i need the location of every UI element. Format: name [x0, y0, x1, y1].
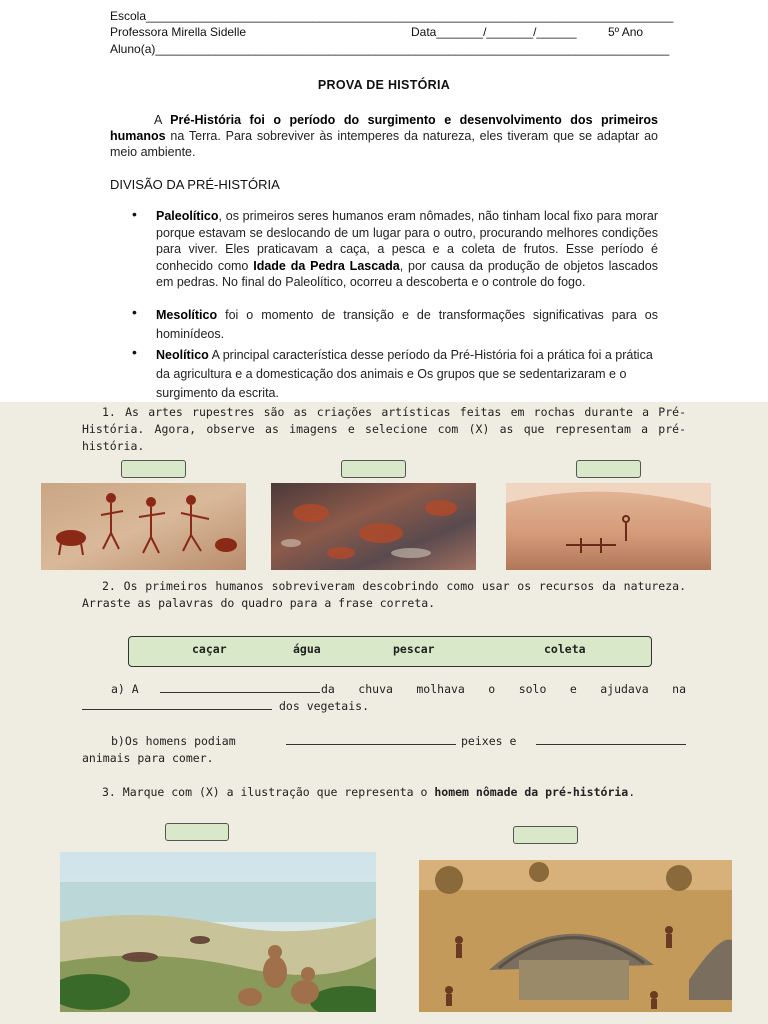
period-bold: Idade da Pedra Lascada	[253, 258, 400, 273]
period-name: Paleolítico	[156, 209, 219, 223]
grade-label: 5º Ano	[608, 25, 644, 39]
blank-b1[interactable]	[286, 744, 456, 745]
question-3	[82, 784, 686, 801]
word-coleta[interactable]: coleta	[544, 642, 586, 656]
question-1	[82, 404, 686, 455]
intro-rest: na Terra. Para sobreviver às intemperes da natureza, eles tiveram que se adaptar ao meio ambiente.	[110, 129, 658, 159]
answer-box-4[interactable]	[165, 823, 229, 841]
question-text: Marque com (X) a ilustração que representa o	[122, 785, 435, 799]
settlement-illustration-image[interactable]	[419, 860, 732, 1012]
item-b-middle: peixes e	[461, 734, 517, 748]
word-agua[interactable]: água	[293, 642, 321, 656]
question-text: Os primeiros humanos sobreviveram descobrindo como usar os recursos da natureza. Arraste as palavras do quadro para a frase correta.	[82, 579, 686, 610]
cave-painting-image-2[interactable]	[271, 483, 476, 570]
answer-box-5[interactable]	[513, 826, 578, 844]
section-title: DIVISÃO DA PRÉ-HISTÓRIA	[110, 177, 280, 192]
blank-b2[interactable]	[536, 744, 686, 745]
question-bold: homem nômade da pré-história	[434, 785, 629, 799]
bullet-dot: •	[132, 206, 137, 222]
intro-bold: Pré-História foi o período do surgimento e desenvolvimento dos primeiros humanos	[110, 113, 658, 143]
answer-box-2[interactable]	[341, 460, 406, 478]
question-2	[82, 578, 686, 612]
date-field[interactable]: Data_______/_______/______	[411, 25, 577, 39]
nomad-illustration-image[interactable]	[60, 852, 376, 1012]
period-text: A principal característica desse período da Pré-História foi a prática foi a prática da agricultura e a domesticação dos animais e Os grupos que se sedentarizaram e o surgimento da escrita.	[156, 348, 653, 400]
period-text-end: , por causa da produção de objetos lascados em pedras. No final do Paleolítico, ocorreu a descoberta e o controle do fogo.	[156, 258, 658, 289]
item-b-end: animais para comer.	[82, 751, 214, 765]
item-a-label: a) A	[111, 682, 139, 696]
period-paleolitico	[156, 208, 658, 291]
blank-a1[interactable]	[160, 692, 320, 693]
period-name: Neolítico	[156, 348, 209, 362]
intro-lead: A	[154, 113, 171, 127]
cave-painting-image-1[interactable]	[41, 483, 246, 570]
item-a-middle: da chuva molhava o solo e ajudava na	[321, 682, 686, 696]
period-text: foi o momento de transição e de transformações significativas para os hominídeos.	[156, 308, 658, 341]
intro-paragraph	[110, 112, 658, 160]
period-neolitico	[156, 346, 658, 403]
cave-painting-image-3[interactable]	[506, 483, 711, 570]
teacher-name: Professora Mirella Sidelle	[110, 25, 247, 39]
blank-a2[interactable]	[82, 709, 272, 710]
question-text: As artes rupestres são as criações artísticas feitas em rochas durante a Pré-História. Agora, observe as imagens e selecione com (X) as que representam a pré-história.	[82, 405, 686, 453]
period-text: , os primeiros seres humanos eram nômades, não tinham local fixo para morar porque estavam se deslocando de um lugar para o outro, procurando melhores condições para viver. Eles praticavam a caça, a pesca e a coleta de frutos. Esse período é conhecido como	[156, 209, 658, 273]
bullet-dot: •	[132, 344, 137, 360]
student-line[interactable]: Aluno(a)_____________________________________________________________________________	[110, 42, 670, 56]
bullet-dot: •	[132, 304, 137, 320]
item-a-end: dos vegetais.	[279, 699, 370, 713]
question-number: 3.	[102, 785, 116, 799]
item-b-label: b)Os homens podiam	[111, 734, 236, 748]
page-title: PROVA DE HISTÓRIA	[317, 78, 451, 92]
word-pescar[interactable]: pescar	[393, 642, 435, 656]
question-number: 2.	[102, 579, 116, 593]
question-text-end: .	[628, 785, 636, 799]
period-name: Mesolítico	[156, 308, 218, 322]
word-cacar[interactable]: caçar	[192, 642, 227, 656]
period-mesolitico	[156, 306, 658, 344]
question-number: 1.	[102, 405, 116, 419]
answer-box-1[interactable]	[121, 460, 186, 478]
school-line[interactable]: Escola_______________________________________________________________________________	[110, 9, 674, 23]
answer-box-3[interactable]	[576, 460, 641, 478]
